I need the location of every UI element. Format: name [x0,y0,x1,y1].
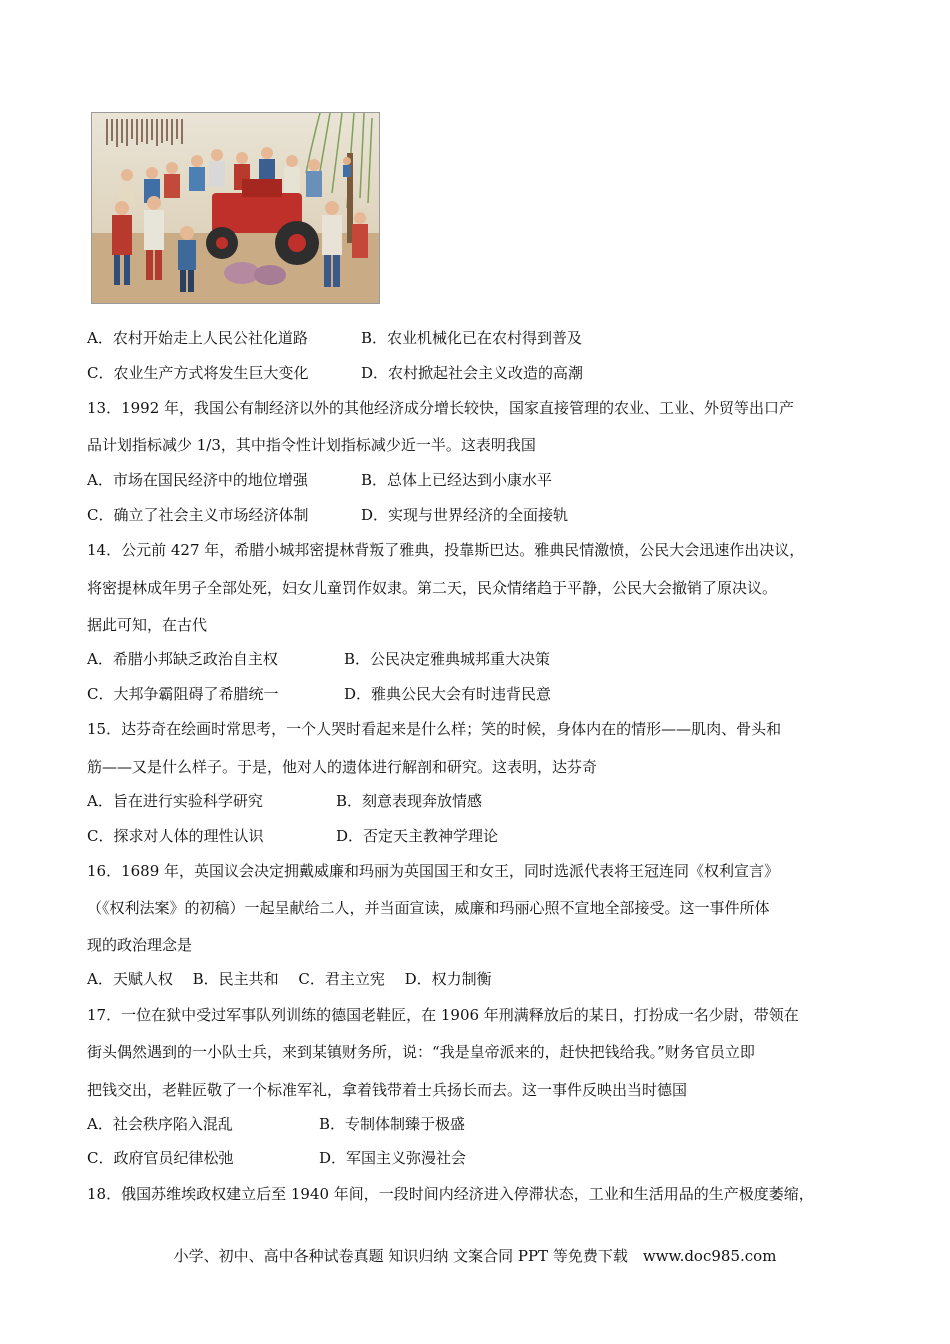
propaganda-poster-illustration [92,113,379,303]
q17-option-d: D．军国主义弥漫社会 [319,1149,467,1167]
q14-stem-line1: 14．公元前 427 年，希腊小城邦密提林背叛了雅典，投靠斯巴达。雅典民情激愤，公民大会迅速作出决议， [87,541,805,559]
q16-options: A．天赋人权 B．民主共和 C．君主立宪 D．权力制衡 [87,970,492,988]
q17-option-c: C．政府官员纪律松弛 [87,1149,234,1167]
q18-stem-line1: 18．俄国苏维埃政权建立后至 1940 年间，一段时间内经济进入停滞状态，工业和生活用品的生产极度萎缩， [87,1185,814,1203]
q14-option-d: D．雅典公民大会有时违背民意 [344,685,552,703]
q12-option-d: D．农村掀起社会主义改造的高潮 [361,364,584,382]
q16-stem-line1: 16．1689 年，英国议会决定拥戴威廉和玛丽为英国国王和女王，同时选派代表将王冠连同《权利宣言》 [87,862,780,880]
q17-stem-line1: 17．一位在狱中受过军事队列训练的德国老鞋匠，在 1906 年刑满释放后的某日，打扮成一名少尉，带领在 [87,1006,799,1024]
q12-option-b: B．农业机械化已在农村得到普及 [361,329,583,347]
q15-option-a: A．旨在进行实验科学研究 [87,792,263,810]
q16-stem-line3: 现的政治理念是 [87,936,193,954]
q13-option-c: C．确立了社会主义市场经济体制 [87,506,309,524]
q13-option-a: A．市场在国民经济中的地位增强 [87,471,308,489]
q17-stem-line2: 街头偶然遇到的一小队士兵，来到某镇财务所，说：“我是皇帝派来的，赶快把钱给我。”财务官员立即 [87,1043,755,1061]
q17-option-a: A．社会秩序陷入混乱 [87,1115,233,1133]
q17-stem-line3: 把钱交出，老鞋匠敬了一个标准军礼，拿着钱带着士兵扬长而去。这一事件反映出当时德国 [87,1081,688,1099]
q15-option-c: C．探求对人体的理性认识 [87,827,264,845]
q13-option-d: D．实现与世界经济的全面接轨 [361,506,569,524]
poster-image [91,112,380,304]
q13-stem-line2: 品计划指标减少 1/3，其中指令性计划指标减少近一半。这表明我国 [87,436,536,454]
q15-option-b: B．刻意表现奔放情感 [336,792,483,810]
q12-option-a: A．农村开始走上人民公社化道路 [87,329,308,347]
q12-option-c: C．农业生产方式将发生巨大变化 [87,364,309,382]
q15-stem-line2: 筋——又是什么样子。于是，他对人的遗体进行解剖和研究。这表明，达芬奇 [87,758,598,776]
q17-option-b: B．专制体制臻于极盛 [319,1115,466,1133]
q14-stem-line2: 将密提林成年男子全部处死，妇女儿童罚作奴隶。第二天，民众情绪趋于平静，公民大会撤销了原决议。 [87,579,778,597]
q16-stem-line2: （《权利法案》的初稿）一起呈献给二人，并当面宣读，威廉和玛丽心照不宣地全部接受。这一事件所体 [87,899,770,917]
q14-option-b: B．公民决定雅典城邦重大决策 [344,650,551,668]
q15-stem-line1: 15．达芬奇在绘画时常思考，一个人哭时看起来是什么样；笑的时候，身体内在的情形——肌肉、骨头和 [87,720,782,738]
q14-option-a: A．希腊小邦缺乏政治自主权 [87,650,278,668]
q15-option-d: D．否定天主教神学理论 [336,827,499,845]
page-footer: 小学、初中、高中各种试卷真题 知识归纳 文案合同 PPT 等免费下载 www.doc985.com [173,1247,777,1265]
q14-stem-line3: 据此可知，在古代 [87,616,208,634]
q13-option-b: B．总体上已经达到小康水平 [361,471,553,489]
q13-stem-line1: 13．1992 年，我国公有制经济以外的其他经济成分增长较快，国家直接管理的农业、工业、外贸等出口产 [87,399,795,417]
q14-option-c: C．大邦争霸阻碍了希腊统一 [87,685,279,703]
